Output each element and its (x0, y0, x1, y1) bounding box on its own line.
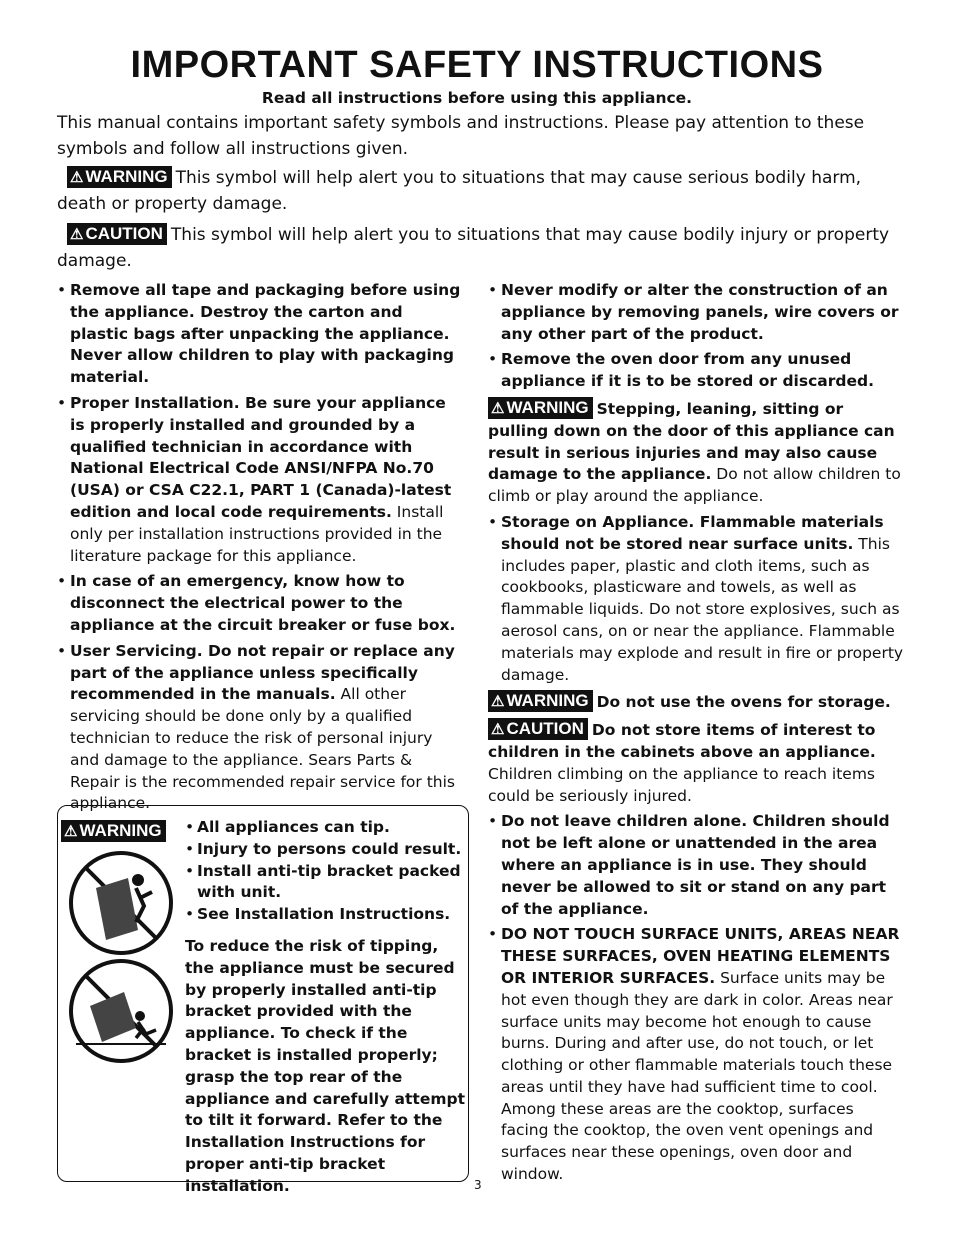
intro-paragraph: This manual contains important safety symbols and instructions. Please pay attention to these symbols and follow all instructions given. (57, 113, 865, 159)
warning-badge: ⚠ WARNING (67, 166, 172, 188)
page-subtitle: Read all instructions before using this appliance. (261, 89, 693, 107)
left-column (57, 280, 465, 819)
list-item: • DO NOT TOUCH SURFACE UNITS, AREAS NEAR THESE SURFACES, OVEN HEATING ELEMENTS OR INTERIOR SURFACES. Surface units may be hot even though they are dark in color. Areas near surface units may become hot enough to cause burns. During and after use, do not touch, or let clothing or other flammable materials touch these areas until they have had sufficient time to cool. Among these areas are the cooktop, surfaces facing the cooktop, the oven vent openings and surfaces near these openings, oven door and window. (488, 925, 900, 1184)
anti-tip-warning-box (57, 805, 469, 1195)
list-item: • Do not leave children alone. Children should not be left alone or unattended in the area where an appliance is in use. They should never be allowed to sit or stand on any part of the appliance. (488, 812, 890, 918)
list-item: • Remove the oven door from any unused appliance if it is to be stored or discarded. (488, 350, 874, 391)
warning-triangle-icon: ⚠ (70, 169, 84, 186)
list-item: • Storage on Appliance. Flammable materials should not be stored near surface units. This includes paper, plastic and cloth items, such as cookbooks, plasticware and towels, as well as flammable liquids. Do not store explosives, such as aerosol cans, on or near the appliance. Flammable materials may explode and result in fire or property damage. (488, 512, 904, 684)
list-item: • Never modify or alter the construction of an appliance by removing panels, wire covers or any other part of the product. (488, 281, 899, 343)
warning-storage-paragraph: ⚠ WARNING Do not use the ovens for storage. (488, 690, 906, 714)
caution-cabinets-paragraph: ⚠ CAUTION Do not store items of interest to children in the cabinets above an appliance. Children climbing on the appliance to reach items could be seriously injured. (488, 719, 876, 805)
warning-badge: ⚠ WARNING (61, 820, 166, 842)
list-item: • Proper Installation. Be sure your appliance is properly installed and grounded by a qualified technician in accordance with National Electrical Code ANSI/NFPA No.70 (USA) or CSA C22.1, PART 1 (Canada)-latest edition and local code requirements. Install only per installation instructions provided in the literature package for this appliance. (57, 393, 452, 565)
warning-triangle-icon: ⚠ (491, 721, 505, 739)
right-column (488, 280, 906, 1190)
warning-badge: ⚠ WARNING (488, 397, 593, 419)
warning-triangle-icon: ⚠ (491, 693, 505, 711)
warning-triangle-icon: ⚠ (491, 399, 505, 417)
caution-badge: ⚠ CAUTION (67, 223, 167, 245)
list-item: • User Servicing. Do not repair or replace any part of the appliance unless specifically recommended in the manuals. All other servicing should be done only by a qualified technician to reduce the risk of personal injury and damage to the appliance. Sears Parts & Repair is the recommended repair service for this appliance. (57, 641, 455, 813)
list-item: • All appliances can tip. (185, 818, 390, 836)
warning-symbol-text: This symbol will help alert you to situations that may cause serious bodily harm, death or property damage. (57, 168, 862, 214)
list-item: • Injury to persons could result. (185, 839, 462, 858)
page-title: IMPORTANT SAFETY INSTRUCTIONS (130, 44, 824, 86)
list-item: • Install anti-tip bracket packed with unit. (185, 861, 461, 902)
list-item: • See Installation Instructions. (185, 905, 451, 924)
anti-tip-instructions: To reduce the risk of tipping, the appliance must be secured by properly installed anti-tip bracket provided with the appliance. To check if the bracket is installed properly; grasp the top rear of the appliance and carefully attempt to tilt it forward. Refer to the Installation Instructions for proper anti-tip bracket installation. (185, 936, 466, 1195)
caution-symbol-text: This symbol will help alert you to situations that may cause bodily injury or property damage. (57, 225, 890, 271)
warning-door-paragraph: ⚠ WARNING Stepping, leaning, sitting or pulling down on the door of this appliance can result in serious injuries and may also cause damage to the appliance. Do not allow children to climb or play around the appliance. (488, 397, 901, 506)
warning-symbol-explanation (57, 165, 907, 217)
warning-triangle-icon: ⚠ (70, 226, 84, 243)
child-tipping-appliance-icon (66, 956, 176, 1066)
caution-badge: ⚠ CAUTION (488, 718, 588, 740)
warning-badge: ⚠ WARNING (488, 690, 593, 712)
tipping-appliance-icon (66, 848, 176, 958)
anti-tip-text (185, 817, 465, 1198)
caution-symbol-explanation (57, 222, 907, 274)
list-item: • Remove all tape and packaging before using the appliance. Destroy the carton and plastic bags after unpacking the appliance. Never allow children to play with packaging material. (57, 281, 461, 387)
warning-triangle-icon: ⚠ (64, 823, 78, 840)
list-item: • In case of an emergency, know how to disconnect the electrical power to the appliance at the circuit breaker or fuse box. (57, 572, 456, 634)
page-number: 3 (474, 1178, 482, 1192)
